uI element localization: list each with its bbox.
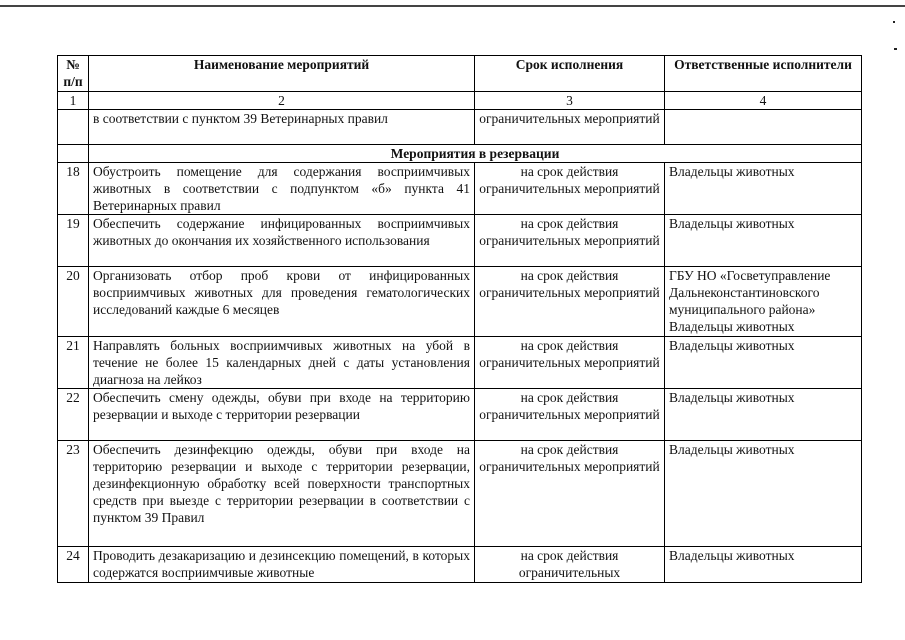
row-measure: Обеспечить смену одежды, обуви при входе на территорию резервации и выходе с территории резервации — [89, 389, 475, 441]
row-term: на срок действия ограничительных мероприятий — [475, 267, 665, 337]
row-measure: Направлять больных восприимчивых животных на убой в течение не более 15 календарных дней с даты установления диагноза на лейкоз — [89, 337, 475, 389]
continuation-name: в соответствии с пунктом 39 Ветеринарных правил — [89, 110, 475, 145]
row-responsible: Владельцы животных — [665, 389, 862, 441]
row-measure: Организовать отбор проб крови от инфицированных восприимчивых животных для проведения гематологических исследований каждые 6 месяцев — [89, 267, 475, 337]
row-responsible: ГБУ НО «Госветуправление Дальнеконстантиновского муниципального района» Владельцы животных — [665, 267, 862, 337]
section-num — [58, 145, 89, 163]
header-responsible: Ответственные исполнители — [665, 56, 862, 92]
table-row — [58, 215, 862, 267]
table-row — [58, 441, 862, 547]
row-responsible: Владельцы животных — [665, 547, 862, 583]
continuation-term: ограничительных мероприятий — [475, 110, 665, 145]
table-row — [58, 267, 862, 337]
row-term: на срок действия ограничительных мероприятий — [475, 163, 665, 215]
row-measure: Проводить дезакаризацию и дезинсекцию помещений, в которых содержатся восприимчивые животные — [89, 547, 475, 583]
column-index-row — [58, 92, 862, 110]
index-4: 4 — [665, 92, 862, 110]
row-measure: Обустроить помещение для содержания восприимчивых животных в соответствии с подпунктом «б» пункта 41 Ветеринарных правил — [89, 163, 475, 215]
index-2: 2 — [89, 92, 475, 110]
row-number: 22 — [58, 389, 89, 441]
row-responsible: Владельцы животных — [665, 215, 862, 267]
row-number: 19 — [58, 215, 89, 267]
row-responsible: Владельцы животных — [665, 337, 862, 389]
row-measure: Обеспечить содержание инфицированных восприимчивых животных до окончания их хозяйственного использования — [89, 215, 475, 267]
table-row — [58, 163, 862, 215]
row-term: на срок действия ограничительных — [475, 547, 665, 583]
section-row — [58, 145, 862, 163]
row-number: 18 — [58, 163, 89, 215]
row-term: на срок действия ограничительных мероприятий — [475, 337, 665, 389]
table-row — [58, 337, 862, 389]
measures-table — [57, 55, 862, 583]
continuation-resp — [665, 110, 862, 145]
row-term: на срок действия ограничительных мероприятий — [475, 389, 665, 441]
row-term: на срок действия ограничительных мероприятий — [475, 441, 665, 547]
row-number: 23 — [58, 441, 89, 547]
row-number: 24 — [58, 547, 89, 583]
header-name: Наименование мероприятий — [89, 56, 475, 92]
header-term: Срок исполнения — [475, 56, 665, 92]
row-measure: Обеспечить дезинфекцию одежды, обуви при входе на территорию резервации и выходе с территории резервации, дезинфекционную обработку всей поверхности транспортных средств при выезде с территории резервации в соответствии с пунктом 39 Правил — [89, 441, 475, 547]
row-responsible: Владельцы животных — [665, 441, 862, 547]
row-number: 20 — [58, 267, 89, 337]
index-3: 3 — [475, 92, 665, 110]
continuation-num — [58, 110, 89, 145]
row-responsible: Владельцы животных — [665, 163, 862, 215]
scan-speck — [893, 21, 895, 23]
row-term: на срок действия ограничительных мероприятий — [475, 215, 665, 267]
scan-top-edge-line — [0, 5, 905, 7]
header-row — [58, 56, 862, 92]
header-no: № п/п — [58, 56, 89, 92]
row-number: 21 — [58, 337, 89, 389]
section-title: Мероприятия в резервации — [89, 145, 862, 163]
index-1: 1 — [58, 92, 89, 110]
continuation-row — [58, 110, 862, 145]
scan-speck — [894, 48, 897, 50]
table-row — [58, 389, 862, 441]
table-row — [58, 547, 862, 583]
